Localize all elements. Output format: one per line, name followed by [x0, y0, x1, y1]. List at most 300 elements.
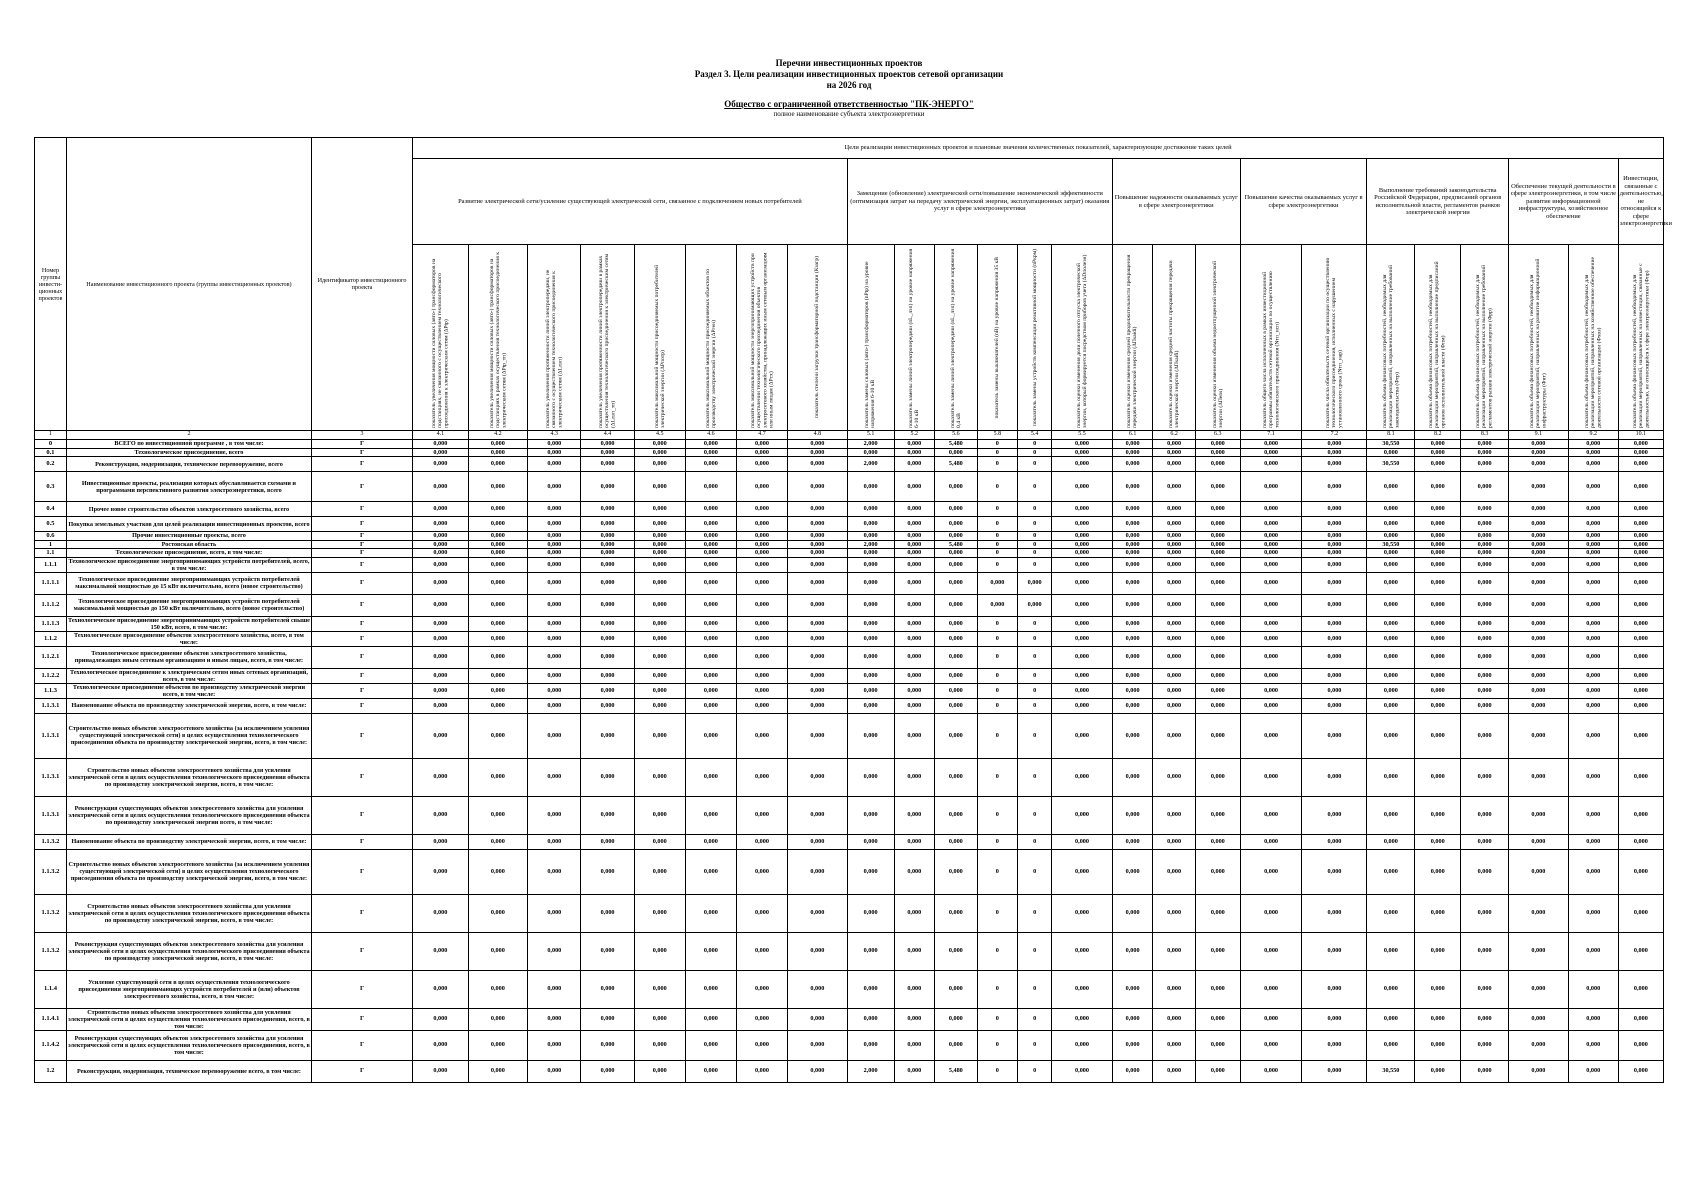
row-value: 0,000 — [847, 698, 894, 713]
row-value: 0,000 — [788, 472, 848, 502]
row-number: 1.1.2.1 — [35, 646, 67, 668]
row-value: 0,000 — [1461, 894, 1509, 932]
indicator-header-label: показатель замены выключателей (nВ) на уровне напряжения 35 кВ — [994, 256, 1001, 419]
row-value: 0,000 — [935, 849, 978, 894]
row-value: 0,000 — [1618, 631, 1663, 646]
indicator-header-label: показатель замены линий электропередачи (nL_лэп) на уровне напряжения 0,4 кВ — [949, 248, 962, 428]
row-value: 0 — [1018, 440, 1052, 449]
row-value: 0,000 — [685, 796, 736, 834]
indicator-header — [1195, 245, 1240, 431]
row-value: 0,000 — [1367, 849, 1415, 894]
row-name: Покупка земельных участков для целей реализации инвестиционных проектов, всего — [66, 517, 311, 532]
row-name: Технологическое присоединение энергопринимающих устройств потребителей, всего, в том числе: — [66, 557, 311, 572]
row-value: 0,000 — [1302, 970, 1367, 1008]
row-identifier: Г — [311, 472, 412, 502]
row-value: 0,000 — [1509, 668, 1569, 683]
row-value: 0,000 — [1509, 517, 1569, 532]
row-name: Прочее новое строительство объектов электросетевого хозяйства, всего — [66, 502, 311, 517]
row-value: 0,000 — [1461, 796, 1509, 834]
row-value: 0,000 — [847, 668, 894, 683]
row-value: 0,000 — [1052, 796, 1113, 834]
row-name: Прочие инвестиционные проекты, всего — [66, 532, 311, 541]
row-value: 0 — [977, 683, 1017, 698]
row-value: 0,000 — [1112, 796, 1152, 834]
row-value: 0,000 — [1195, 448, 1240, 457]
row-value: 0,000 — [634, 517, 685, 532]
row-value: 0 — [977, 472, 1017, 502]
row-value: 0,000 — [634, 572, 685, 594]
row-value: 0,000 — [413, 594, 468, 616]
row-value: 0,000 — [1509, 594, 1569, 616]
indicator-header — [528, 245, 581, 431]
row-value: 0,000 — [581, 1030, 634, 1060]
document-header — [0, 58, 1698, 119]
row-value: 0,000 — [847, 970, 894, 1008]
row-value: 0,000 — [788, 517, 848, 532]
row-value: 0,000 — [468, 1030, 528, 1060]
row-value: 0,000 — [1195, 894, 1240, 932]
row-value: 0,000 — [935, 572, 978, 594]
row-value: 0,000 — [1195, 932, 1240, 970]
row-value: 0,000 — [1415, 540, 1461, 549]
row-value: 0,000 — [1568, 1008, 1618, 1030]
row-value: 0 — [977, 1030, 1017, 1060]
row-value: 0,000 — [634, 616, 685, 631]
table-row — [35, 594, 1664, 616]
row-number: 0.4 — [35, 502, 67, 517]
row-value: 0,000 — [1415, 1008, 1461, 1030]
row-value: 0,000 — [685, 683, 736, 698]
row-value: 0,000 — [528, 834, 581, 849]
row-value: 0,000 — [468, 572, 528, 594]
row-value: 0,000 — [528, 631, 581, 646]
row-value: 0,000 — [528, 517, 581, 532]
row-value: 0,000 — [685, 472, 736, 502]
row-value: 0,000 — [413, 683, 468, 698]
row-value: 0,000 — [1302, 594, 1367, 616]
column-number: 9.1 — [1509, 431, 1569, 440]
group-header-quality: Повышение качества оказываемых услуг в сфере электроэнергетики — [1240, 159, 1367, 245]
row-value: 0,000 — [528, 849, 581, 894]
row-value: 0,000 — [581, 457, 634, 472]
indicator-header — [413, 245, 468, 431]
row-value: 0,000 — [1153, 849, 1196, 894]
title-line-1: Перечни инвестиционных проектов — [775, 58, 923, 68]
row-value: 0,000 — [581, 849, 634, 894]
row-value: 0,000 — [1568, 448, 1618, 457]
row-value: 0,000 — [1302, 1030, 1367, 1060]
row-value: 0,000 — [1568, 616, 1618, 631]
row-value: 0,000 — [1302, 549, 1367, 558]
row-value: 0,000 — [1153, 502, 1196, 517]
row-value: 0,000 — [1415, 1060, 1461, 1082]
row-value: 0 — [1018, 472, 1052, 502]
row-value: 0,000 — [894, 440, 934, 449]
row-value: 0,000 — [1618, 549, 1663, 558]
row-value: 0,000 — [935, 698, 978, 713]
row-value: 0,000 — [1240, 796, 1302, 834]
row-value: 0,000 — [1367, 502, 1415, 517]
row-value: 0,000 — [528, 894, 581, 932]
row-value: 0,000 — [736, 549, 787, 558]
indicator-header — [1112, 245, 1152, 431]
row-value: 0 — [1018, 894, 1052, 932]
row-value: 0,000 — [1195, 1008, 1240, 1030]
row-value: 0 — [1018, 616, 1052, 631]
row-value: 0,000 — [581, 758, 634, 796]
row-name: Реконструкция существующих объектов электросетевого хозяйства для усиления электрической сети в целях осуществления технологического присоединения объекта по производству электрической энергии, всего, в том числе: — [66, 932, 311, 970]
row-value: 0,000 — [1415, 448, 1461, 457]
row-value: 0,000 — [1195, 646, 1240, 668]
row-value: 0,000 — [1618, 616, 1663, 631]
indicator-header-label: показатель степени загрузки трансформаторной подстанции (Кзагр) — [814, 256, 821, 419]
row-value: 0,000 — [1568, 683, 1618, 698]
row-value: 0,000 — [685, 646, 736, 668]
row-value: 0,000 — [1052, 540, 1113, 549]
row-value: 0,000 — [1240, 616, 1302, 631]
row-number: 1.1.3.2 — [35, 932, 67, 970]
row-value: 0,000 — [788, 549, 848, 558]
row-value: 0,000 — [1415, 646, 1461, 668]
row-identifier: Г — [311, 646, 412, 668]
row-value: 0,000 — [1367, 796, 1415, 834]
row-value: 0,000 — [1240, 631, 1302, 646]
row-value: 0,000 — [847, 616, 894, 631]
row-value: 0,000 — [1568, 457, 1618, 472]
row-name: Технологическое присоединение объектов по производству электрической энергии всего, в том числе: — [66, 683, 311, 698]
row-value: 0,000 — [685, 668, 736, 683]
row-value: 0,000 — [1153, 572, 1196, 594]
row-value: 0,000 — [894, 540, 934, 549]
row-value: 0,000 — [935, 517, 978, 532]
row-value: 0,000 — [935, 1008, 978, 1030]
row-value: 0,000 — [1112, 713, 1152, 758]
table-row — [35, 932, 1664, 970]
row-value: 0,000 — [1367, 448, 1415, 457]
row-value: 0,000 — [1240, 683, 1302, 698]
row-value: 0,000 — [634, 668, 685, 683]
row-value: 0,000 — [1568, 646, 1618, 668]
row-value: 0,000 — [413, 668, 468, 683]
row-value: 0,000 — [1153, 1008, 1196, 1030]
row-value: 0,000 — [1509, 616, 1569, 631]
row-value: 0,000 — [894, 970, 934, 1008]
row-value: 0,000 — [736, 894, 787, 932]
row-identifier: Г — [311, 1008, 412, 1030]
row-value: 0,000 — [413, 796, 468, 834]
row-value: 0,000 — [1367, 834, 1415, 849]
column-number: 8.2 — [1415, 431, 1461, 440]
row-value: 0,000 — [1240, 540, 1302, 549]
row-value: 0,000 — [1302, 849, 1367, 894]
row-value: 0,000 — [894, 502, 934, 517]
table-row — [35, 472, 1664, 502]
row-value: 0,000 — [1195, 970, 1240, 1008]
row-identifier: Г — [311, 1060, 412, 1082]
row-value: 0,000 — [634, 894, 685, 932]
row-value: 0,000 — [935, 970, 978, 1008]
row-value: 0,000 — [1112, 970, 1152, 1008]
row-value: 0,000 — [1568, 549, 1618, 558]
row-value: 0,000 — [1568, 1060, 1618, 1082]
row-value: 0,000 — [1052, 517, 1113, 532]
row-number: 1.1.3.1 — [35, 713, 67, 758]
indicator-header — [1302, 245, 1367, 431]
row-value: 0 — [977, 540, 1017, 549]
row-value: 0,000 — [1112, 594, 1152, 616]
row-identifier: Г — [311, 932, 412, 970]
row-value: 0,000 — [1112, 894, 1152, 932]
indicator-header — [736, 245, 787, 431]
row-value: 0,000 — [1461, 834, 1509, 849]
table-row — [35, 1060, 1664, 1082]
row-value: 0,000 — [1568, 834, 1618, 849]
row-value: 0,000 — [1568, 713, 1618, 758]
row-value: 0,000 — [468, 1060, 528, 1082]
indicator-header — [788, 245, 848, 431]
row-value: 0,000 — [1415, 894, 1461, 932]
row-identifier: Г — [311, 796, 412, 834]
row-value: 0,000 — [1509, 440, 1569, 449]
row-value: 0,000 — [634, 594, 685, 616]
row-value: 0,000 — [1153, 758, 1196, 796]
row-value: 0,000 — [634, 557, 685, 572]
row-value: 0,000 — [847, 932, 894, 970]
row-value: 0,000 — [1195, 532, 1240, 541]
row-value: 0,000 — [894, 758, 934, 796]
group-header-operations: Обеспечение текущей деятельности в сфере электроэнергетики, в том числе развитие информационной инфраструктуры, хозяйственное обеспечение — [1509, 159, 1619, 245]
row-value: 0,000 — [468, 646, 528, 668]
row-number: 0.6 — [35, 532, 67, 541]
column-number: 5.8 — [977, 431, 1017, 440]
row-value: 0,000 — [1509, 549, 1569, 558]
row-value: 0,000 — [634, 849, 685, 894]
row-value: 0,000 — [788, 557, 848, 572]
row-value: 0,000 — [935, 549, 978, 558]
column-number: 4.1 — [413, 431, 468, 440]
table-row — [35, 849, 1664, 894]
row-value: 0,000 — [1112, 448, 1152, 457]
column-number: 4.5 — [634, 431, 685, 440]
column-number: 4.8 — [788, 431, 848, 440]
row-value: 0,000 — [1052, 457, 1113, 472]
row-number: 0.1 — [35, 448, 67, 457]
row-value: 0,000 — [528, 796, 581, 834]
row-value: 0,000 — [1302, 1008, 1367, 1030]
row-identifier: Г — [311, 894, 412, 932]
row-value: 0,000 — [1112, 758, 1152, 796]
row-identifier: Г — [311, 631, 412, 646]
row-value: 0,000 — [1415, 457, 1461, 472]
row-value: 0 — [1018, 502, 1052, 517]
row-value: 0,000 — [1240, 532, 1302, 541]
row-value: 0,000 — [413, 557, 468, 572]
table-row — [35, 502, 1664, 517]
row-value: 0,000 — [581, 1060, 634, 1082]
row-value: 0,000 — [468, 698, 528, 713]
row-value: 0,000 — [1367, 594, 1415, 616]
row-value: 0 — [1018, 631, 1052, 646]
row-value: 0,000 — [935, 631, 978, 646]
row-value: 0,000 — [1509, 713, 1569, 758]
row-value: 0,000 — [1618, 932, 1663, 970]
row-value: 0,000 — [581, 834, 634, 849]
row-name: Реконструкция существующих объектов электросетевого хозяйства для усиления электрической сети в целях осуществления технологического присоединения, всего, в том числе: — [66, 1030, 311, 1060]
row-value: 0,000 — [1112, 1060, 1152, 1082]
row-value: 0,000 — [1195, 834, 1240, 849]
row-value: 0,000 — [935, 683, 978, 698]
row-value: 0,000 — [1415, 834, 1461, 849]
row-value: 0,000 — [1195, 457, 1240, 472]
row-number: 1.1.3.1 — [35, 796, 67, 834]
row-value: 0,000 — [736, 517, 787, 532]
row-value: 0,000 — [788, 1030, 848, 1060]
row-value: 0,000 — [1052, 668, 1113, 683]
row-value: 0,000 — [736, 1008, 787, 1030]
investment-goals-table — [34, 137, 1672, 1083]
row-value: 0 — [1018, 698, 1052, 713]
row-value: 0,000 — [1568, 758, 1618, 796]
indicator-header — [1018, 245, 1052, 431]
row-value: 0,000 — [1509, 532, 1569, 541]
row-value: 0,000 — [788, 668, 848, 683]
row-value: 0,000 — [736, 502, 787, 517]
row-value: 0,000 — [736, 834, 787, 849]
row-value: 0,000 — [935, 557, 978, 572]
row-value: 0,000 — [1618, 668, 1663, 683]
row-value: 0 — [1018, 457, 1052, 472]
row-value: 0,000 — [413, 540, 468, 549]
row-identifier: Г — [311, 549, 412, 558]
row-value: 0,000 — [685, 540, 736, 549]
row-value: 0,000 — [788, 502, 848, 517]
row-value: 0,000 — [1153, 517, 1196, 532]
row-value: 0,000 — [1153, 834, 1196, 849]
row-value: 0,000 — [1367, 932, 1415, 970]
row-value: 0,000 — [847, 532, 894, 541]
row-value: 0 — [1018, 540, 1052, 549]
row-value: 0,000 — [468, 540, 528, 549]
row-value: 0,000 — [1153, 796, 1196, 834]
row-value: 0,000 — [1195, 1060, 1240, 1082]
row-value: 0,000 — [1415, 440, 1461, 449]
row-value: 0,000 — [894, 1008, 934, 1030]
row-value: 0,000 — [1112, 646, 1152, 668]
row-value: 0 — [1018, 758, 1052, 796]
row-value: 0,000 — [788, 834, 848, 849]
row-value: 0,000 — [1052, 572, 1113, 594]
row-value: 0,000 — [581, 557, 634, 572]
row-number: 1.1.2.2 — [35, 668, 67, 683]
row-value: 0,000 — [1509, 631, 1569, 646]
column-number: 8.1 — [1367, 431, 1415, 440]
row-value: 0,000 — [1415, 517, 1461, 532]
row-value: 0,000 — [1367, 758, 1415, 796]
row-value: 0,000 — [1568, 631, 1618, 646]
row-value: 0,000 — [1240, 713, 1302, 758]
row-value: 0,000 — [1240, 932, 1302, 970]
row-value: 0,000 — [935, 616, 978, 631]
row-value: 0,000 — [1568, 540, 1618, 549]
table-row — [35, 540, 1664, 549]
col-header-goals: Цели реализации инвестиционных проектов и плановые значения количественных показателей, характеризующие достижение таких целей — [413, 138, 1664, 159]
group-header-non-energy: Инвестиции, связанные с деятельностью, не относящейся к сфере электроэнергетики — [1618, 159, 1663, 245]
row-value: 0,000 — [1052, 448, 1113, 457]
row-value: 0,000 — [1415, 472, 1461, 502]
column-number: 5.5 — [1052, 431, 1113, 440]
column-number: 2 — [66, 431, 311, 440]
row-value: 0,000 — [1240, 646, 1302, 668]
row-value: 0 — [977, 549, 1017, 558]
row-value: 0,000 — [1461, 646, 1509, 668]
table-row — [35, 668, 1664, 683]
row-value: 0,000 — [413, 834, 468, 849]
row-value: 0,000 — [1415, 502, 1461, 517]
row-value: 0,000 — [1509, 646, 1569, 668]
row-value: 0,000 — [1415, 713, 1461, 758]
row-value: 0 — [1018, 1060, 1052, 1082]
row-value: 0,000 — [1112, 1008, 1152, 1030]
row-value: 0,000 — [1367, 1008, 1415, 1030]
row-value: 0,000 — [894, 472, 934, 502]
row-value: 0,000 — [528, 1030, 581, 1060]
row-value: 0,000 — [1509, 894, 1569, 932]
column-number: 4.7 — [736, 431, 787, 440]
row-value: 0,000 — [528, 572, 581, 594]
indicator-header-label: показатель оценки изменения средней продолжительности прекращения передачи электрической энергии (ΔПsaidi) — [1126, 254, 1139, 428]
row-value: 0,000 — [1153, 540, 1196, 549]
row-value: 0,000 — [1415, 616, 1461, 631]
row-value: 0,000 — [1461, 440, 1509, 449]
row-value: 0,000 — [634, 631, 685, 646]
row-value: 0,000 — [1302, 532, 1367, 541]
row-value: 0,000 — [634, 683, 685, 698]
indicator-header-label: показатель объема финансовых потребностей, необходимых для реализации мероприятий, направленных на хозяйственное обеспечение деятельности сетевой организации (Фхоз) — [1583, 256, 1603, 428]
row-value: 0,000 — [788, 646, 848, 668]
row-value: 0 — [1018, 683, 1052, 698]
row-value: 0,000 — [1195, 572, 1240, 594]
row-value: 0,000 — [1302, 683, 1367, 698]
row-value: 0,000 — [528, 594, 581, 616]
row-number: 1.1.4.2 — [35, 1030, 67, 1060]
indicator-header-label: показатель увеличения протяженности линий электропередачи, не связанного с осуществлением технологического присоединения к электрическим сетям (ΔLлэп) — [544, 269, 564, 428]
row-value: 0,000 — [1568, 698, 1618, 713]
row-value: 0,000 — [413, 894, 468, 932]
row-value: 0,000 — [847, 557, 894, 572]
row-value: 0,000 — [736, 631, 787, 646]
indicator-header-label: показатель объема финансовых потребностей, необходимых для реализации мероприятий, направленных на инвестиции, связанные с деятельностью, не относящейся к сфере электроэнергетики (Фпр) — [1631, 262, 1650, 428]
row-identifier: Г — [311, 970, 412, 1008]
row-value: 0,000 — [685, 932, 736, 970]
row-name: Технологическое присоединение объектов электросетевого хозяйства, принадлежащих иным сетевым организациям и иным лицам, всего, в том числе: — [66, 646, 311, 668]
row-value: 0 — [977, 1060, 1017, 1082]
row-value: 0,000 — [581, 440, 634, 449]
row-name: Технологическое присоединение энергопринимающих устройств потребителей свыше 150 кВт, всего, в том числе: — [67, 616, 310, 631]
indicator-header-label: показатель увеличения мощности силовых (авто-) трансформаторов на подстанциях в рамках осуществления технологического присоединения к электрическим сетям (ΔPtр_тп) — [488, 251, 507, 428]
row-value: 0,000 — [1461, 849, 1509, 894]
indicator-header — [1568, 245, 1618, 431]
row-value: 0,000 — [847, 758, 894, 796]
table-row — [35, 457, 1664, 472]
row-value: 0,000 — [1415, 683, 1461, 698]
title-line-3: на 2026 год — [826, 80, 872, 90]
row-number: 1.1.1 — [35, 557, 67, 572]
row-value: 0,000 — [528, 758, 581, 796]
indicator-header — [581, 245, 634, 431]
row-value: 0,000 — [1461, 1060, 1509, 1082]
row-value: 0,000 — [1112, 540, 1152, 549]
row-value: 0,000 — [1153, 457, 1196, 472]
